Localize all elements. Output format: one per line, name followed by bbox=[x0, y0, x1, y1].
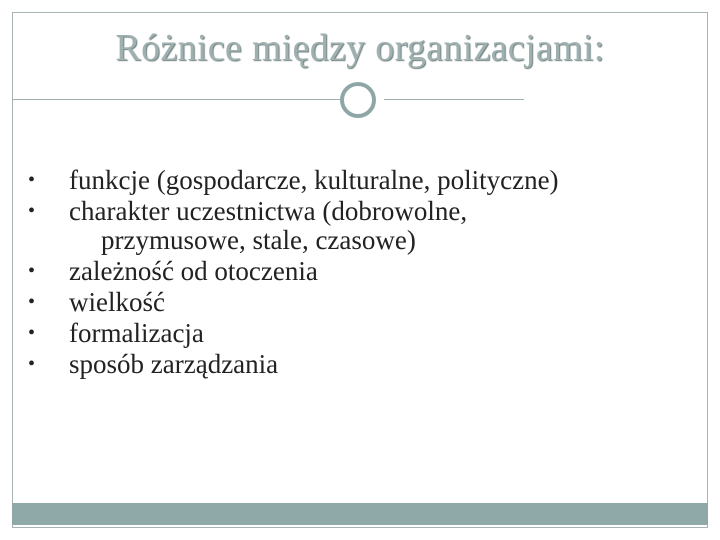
bullet-text: zależność od otoczenia bbox=[69, 256, 318, 286]
divider-ring-icon bbox=[340, 82, 376, 118]
bullet-list bbox=[28, 166, 708, 381]
bullet-icon: • bbox=[28, 169, 36, 191]
bullet-item bbox=[28, 257, 708, 286]
footer-bar bbox=[12, 503, 708, 525]
bullet-icon: • bbox=[28, 353, 36, 375]
bullet-icon: • bbox=[28, 322, 36, 344]
bullet-text: sposób zarządzania bbox=[69, 349, 279, 379]
bullet-text: charakter uczestnictwa (dobrowolne, bbox=[69, 196, 468, 226]
slide-title: Różnice między organizacjami: bbox=[115, 27, 605, 69]
bullet-item bbox=[28, 197, 708, 255]
bullet-icon: • bbox=[28, 200, 36, 222]
bullet-icon: • bbox=[28, 260, 36, 282]
bullet-item bbox=[28, 166, 708, 195]
bullet-item bbox=[28, 319, 708, 348]
title-divider-right bbox=[384, 99, 524, 100]
bullet-text: wielkość bbox=[69, 287, 165, 317]
bullet-continuation: przymusowe, stale, czasowe) bbox=[101, 225, 416, 255]
bullet-text: funkcje (gospodarcze, kulturalne, polityczne) bbox=[69, 165, 559, 195]
title-divider-left bbox=[12, 99, 340, 100]
bullet-item bbox=[28, 288, 708, 317]
bullet-item bbox=[28, 350, 708, 379]
bullet-text: formalizacja bbox=[69, 318, 204, 348]
bullet-icon: • bbox=[28, 291, 36, 313]
